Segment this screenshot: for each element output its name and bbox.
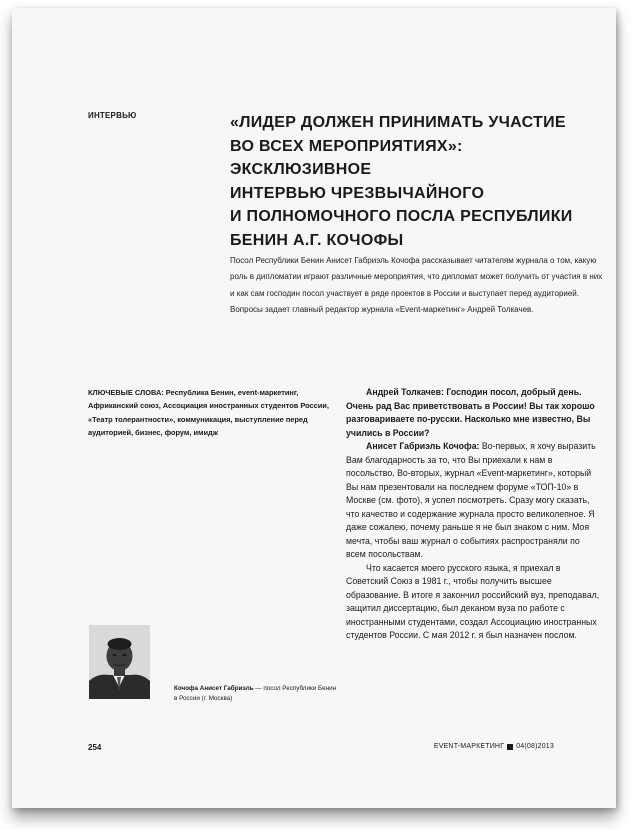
interview-answer (346, 440, 601, 562)
footer (434, 743, 554, 750)
issue-number: 04(08)2013 (516, 743, 554, 750)
magazine-name: EVENT-МАРКЕТИНГ (433, 743, 505, 750)
answer-text: Во-первых, я хочу выразить Вам благодарность за то, что Вы приехали к нам в посольство. Во-вторых, журнал «Event-маркетинг», который Вы нам презентовали на последнем форуме «ТОП-10» в Москве (см. фото), я успел посмотреть. Сразу могу сказать, что качество и содержание журнала просто великолепное. Я даже сожалею, почему раньше я не был знаком с ним. Моя мечта, чтобы ваш журнал о событиях распространяли по всем посольствам. (346, 441, 596, 559)
answer-speaker: Анисет Габриэль Кочофа: (366, 441, 480, 451)
interview-paragraph: Что касается моего русского языка, я приехал в Советский Союз в 1981 г., чтобы получить высшее образование. В итоге я закончил российский вуз, преподавал, защитил диссертацию, был деканом вуза по работе с иностранными студентами, создал Ассоциацию иностранных студентов России. С мая 2012 г. я был назначен послом. (346, 562, 600, 640)
ambassador-photo (89, 625, 150, 699)
page-number: 254 (88, 743, 102, 752)
headline-line: И ПОЛНОМОЧНОГО ПОСЛА РЕСПУБЛИКИ (230, 208, 573, 225)
caption-text: — посол Республики Бенин в России (г. Москва) (174, 685, 337, 702)
headline (230, 111, 600, 252)
headline-line: БЕНИН А.Г. КОЧОФЫ (230, 231, 404, 249)
keywords: КЛЮЧЕВЫЕ СЛОВА: Республика Бенин, event-маркетинг, Африканский союз, Ассоциация иностранных студентов России, «Театр толерантности», коммуникация, выступление перед аудиторией, бизнес, форум, имидж (88, 388, 329, 438)
lead-paragraph: Посол Республики Бенин Анисет Габриэль Кочофа рассказывает читателям журнала о том, какую роль в дипломатии играют различные мероприятия, что дипломат может получить от участия в них и как сам господин посол участвует в ряде проектов в России и выступает перед аудиторией. Вопросы задает главный редактор журнала «Event-маркетинг» Андрей Толкачев. (230, 256, 603, 314)
interview-question: Андрей Толкачев: Господин посол, добрый день. Очень рад Вас приветствовать в России! Вы так хорошо разговариваете по-русски. Насколько мне известно, Вы учились в России? (346, 387, 595, 438)
photo-caption (174, 684, 339, 704)
headline-line: ИНТЕРВЬЮ ЧРЕЗВЫЧАЙНОГО (230, 184, 485, 202)
section-label: ИНТЕРВЬЮ (88, 111, 137, 120)
square-bullet-icon (507, 744, 513, 750)
interview-body (346, 386, 601, 643)
portrait-image (89, 625, 150, 699)
headline-line: «ЛИДЕР ДОЛЖЕН ПРИНИМАТЬ УЧАСТИЕ (230, 114, 566, 131)
headline-line: ВО ВСЕХ МЕРОПРИЯТИЯХ»: ЭКСКЛЮЗИВНОЕ (230, 137, 463, 178)
caption-name: Кочофа Анисет Габриэль (174, 685, 254, 692)
magazine-page (12, 8, 616, 808)
